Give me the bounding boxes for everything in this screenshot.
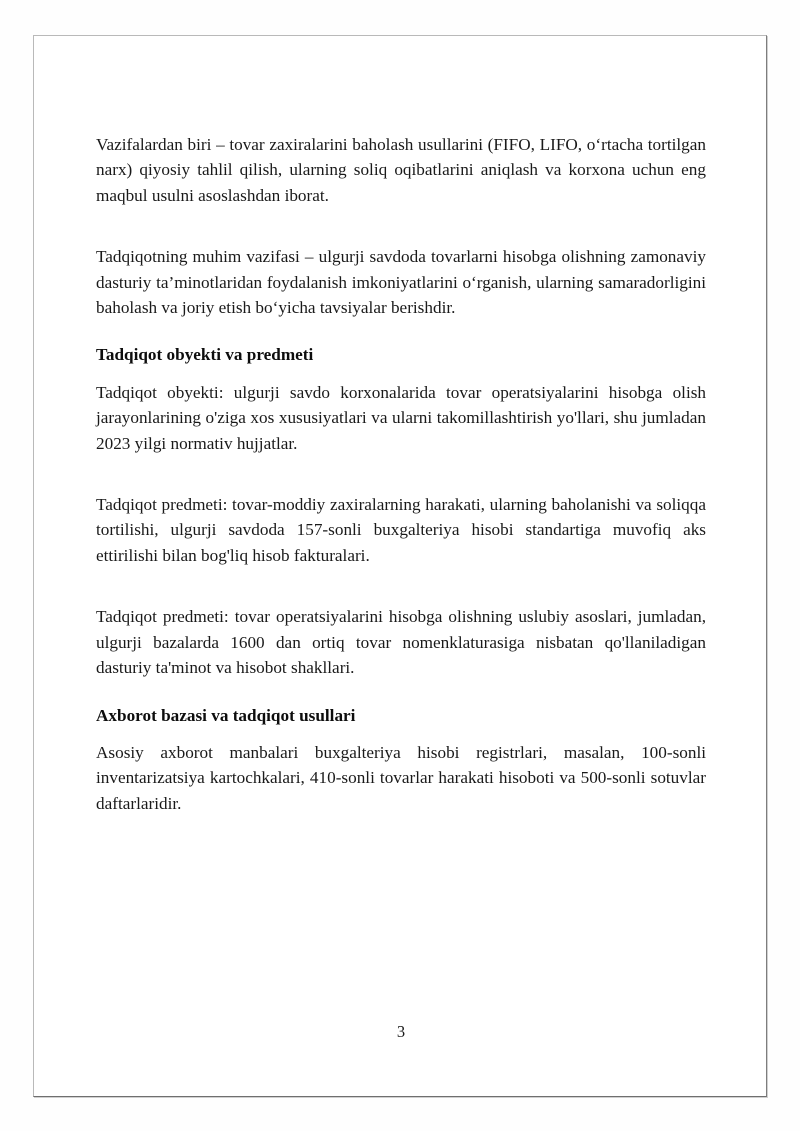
paragraph-2: Tadqiqotning muhim vazifasi – ulgurji savdoda tovarlarni hisobga olishning zamonaviy dasturiy ta’minotlaridan foydalanish imkoniyatlarini o‘rganish, ularning samaradorligini baholash va joriy etish bo‘yicha tavsiyalar berishdir. [96,247,706,318]
document-body [96,132,706,816]
section-heading-tadqiqot-obyekti-va-predmeti: Tadqiqot obyekti va predmeti [96,345,314,365]
paragraph-3: Tadqiqot obyekti: ulgurji savdo korxonalarida tovar operatsiyalarini hisobga olish jarayonlarining o'ziga xos xususiyatlari va ularni takomillashtirish yo'llari, shu jumladan 2023 yilgi normativ hujjatlar. [96,382,706,453]
paragraph-4: Tadqiqot predmeti: tovar-moddiy zaxiralarning harakati, ularning baholanishi va soliqqa tortilishi, ulgurji savdoda 157-sonli buxgalteriya hisobi standartiga muvofiq aks ettirilishi bilan bog'liq hisob fakturalari. [96,495,706,565]
document-page-sheet [33,35,767,1097]
paragraph-5: Tadqiqot predmeti: tovar operatsiyalarini hisobga olishning uslubiy asoslari, jumladan, ulgurji bazalarda 1600 dan ortiq tovar nomenklaturasiga nisbatan qo'llaniladigan dasturiy ta'minot va hisobot shakllari. [96,607,706,678]
paragraph-6: Asosiy axborot manbalari buxgalteriya hisobi registrlari, masalan, 100-sonli inventarizatsiya kartochkalari, 410-sonli tovarlar harakati hisoboti va 500-sonli sotuvlar daftarlaridir. [96,742,706,813]
section-heading-axborot-bazasi-va-tadqiqot-usullari: Axborot bazasi va tadqiqot usullari [96,705,356,725]
paragraph-1: Vazifalardan biri – tovar zaxiralarini baholash usullarini (FIFO, LIFO, o‘rtacha tortilgan narx) qiyosiy tahlil qilish, ularning soliq oqibatlarini aniqlash va korxona uchun eng maqbul usulni asoslashdan iborat. [96,135,706,205]
page-number: 3 [396,1022,406,1041]
